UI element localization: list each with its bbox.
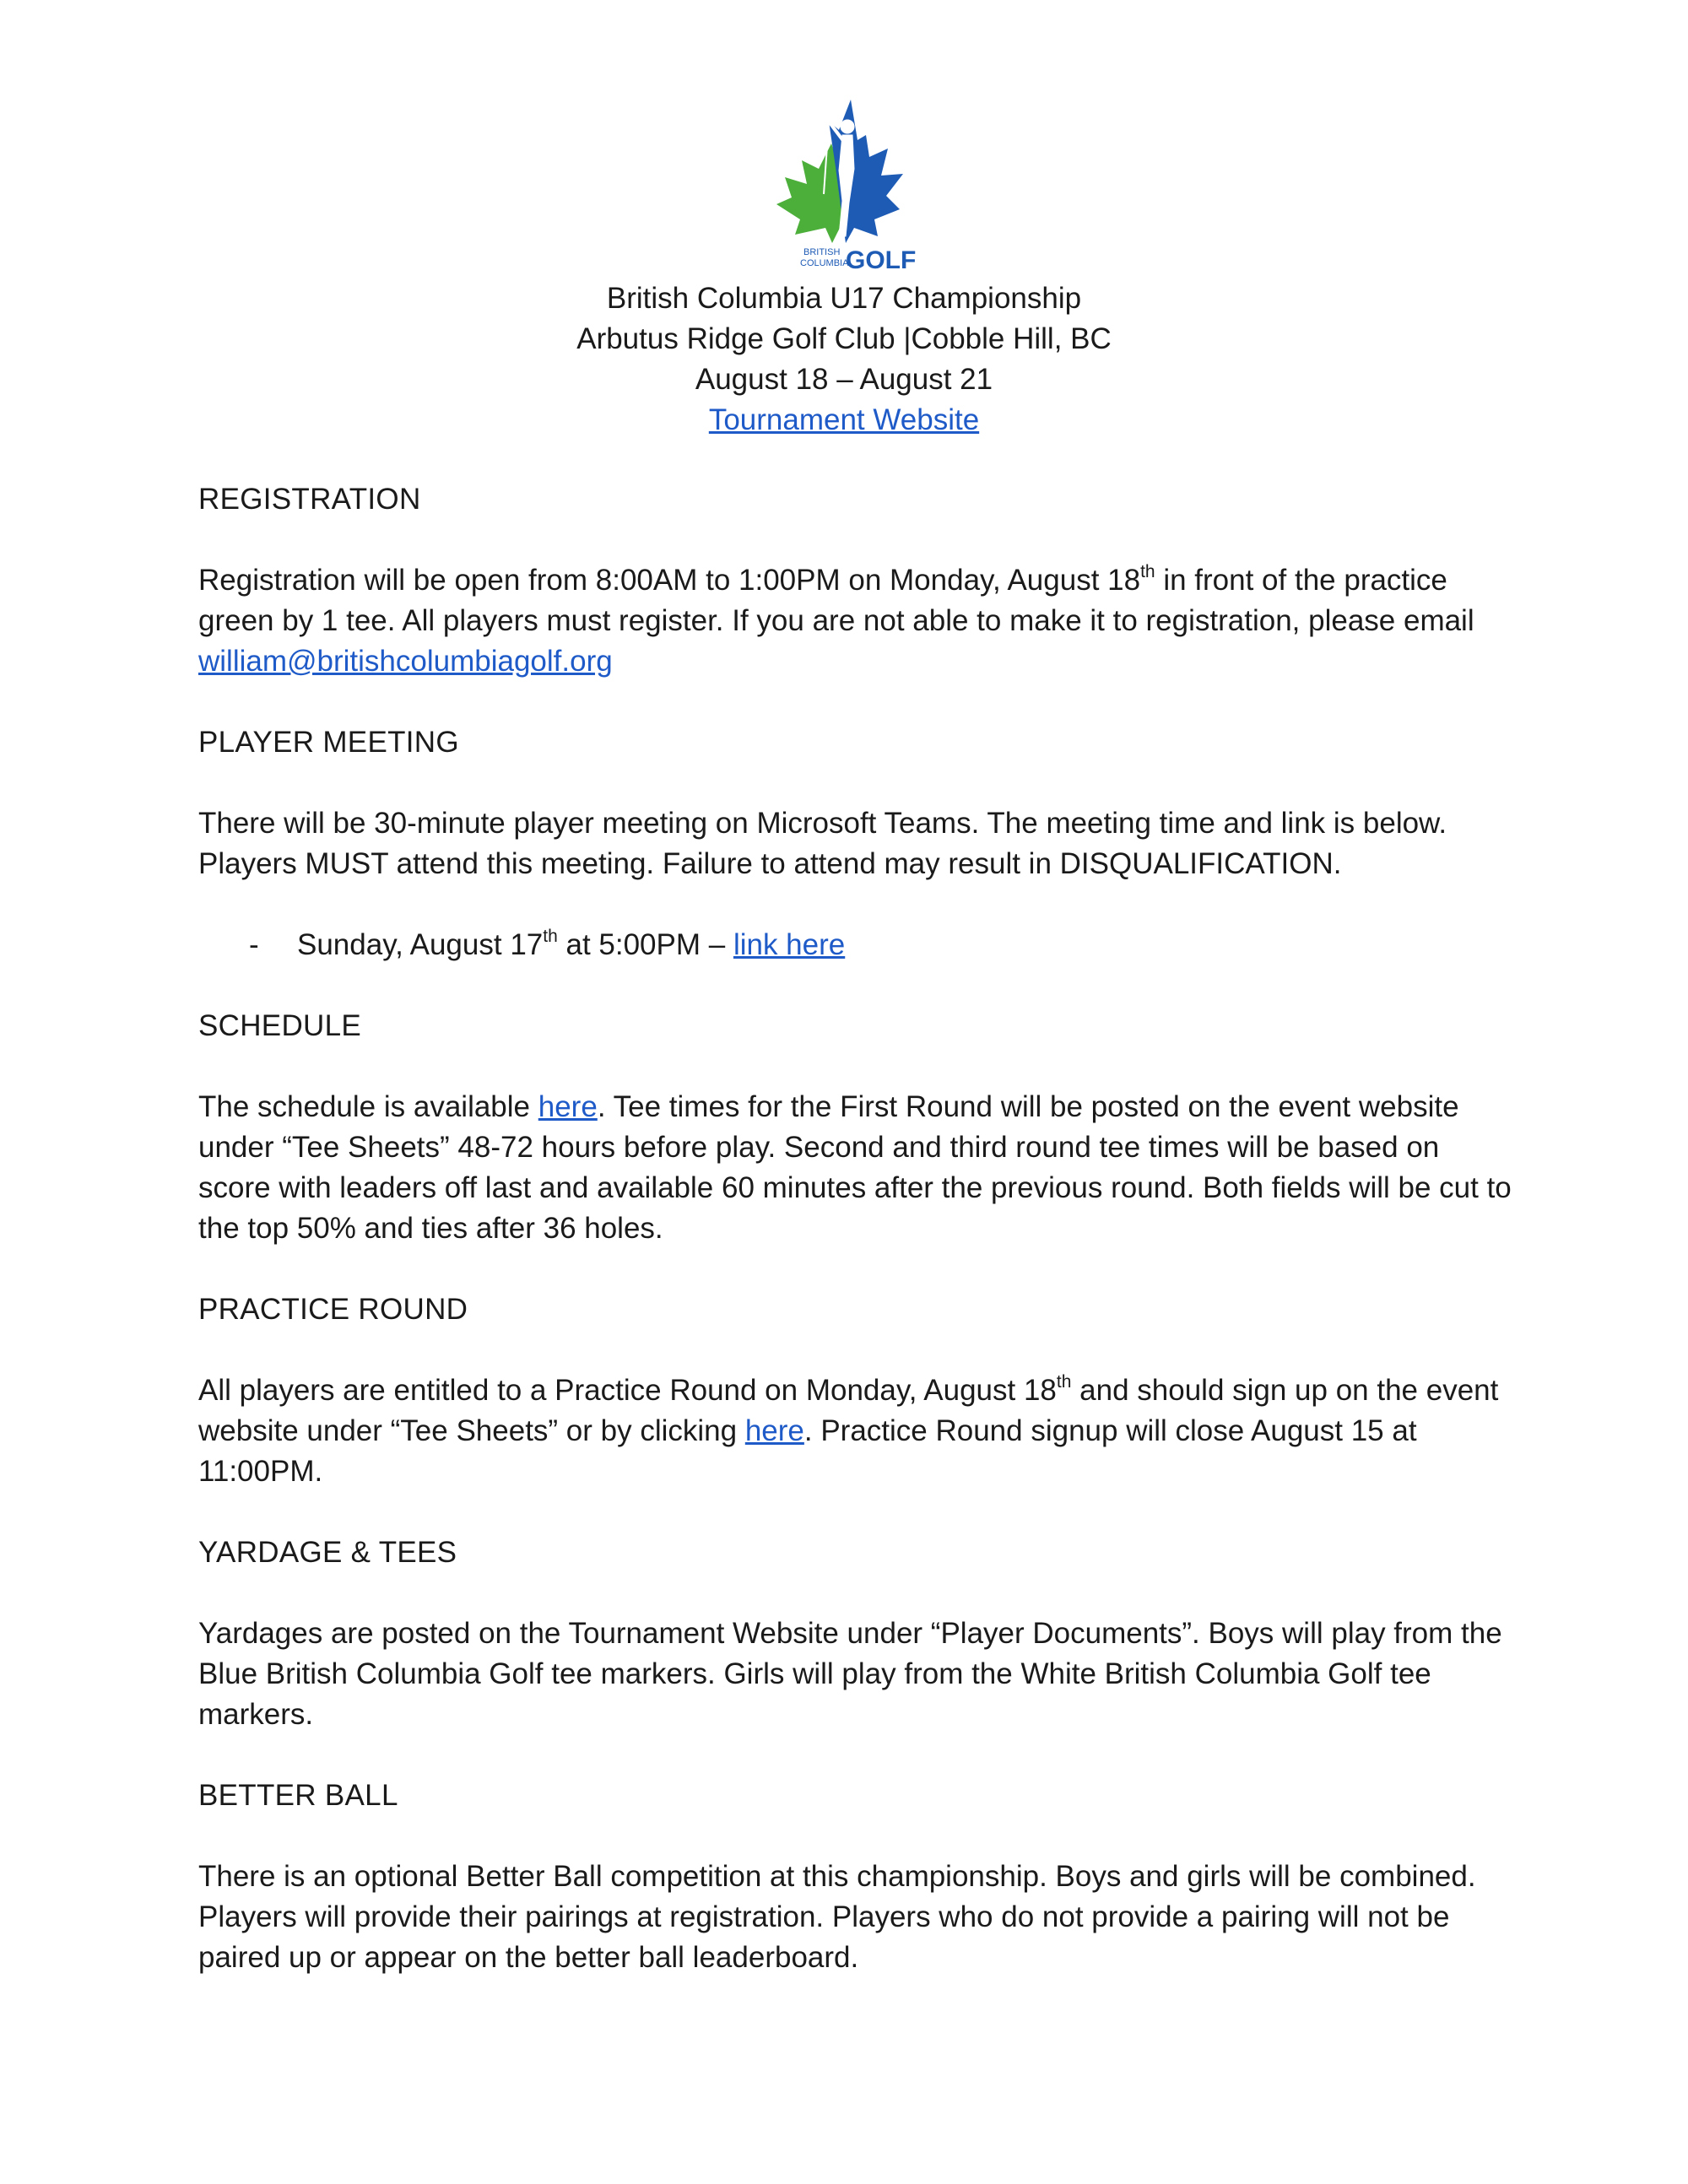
schedule-heading: SCHEDULE bbox=[198, 1009, 362, 1042]
better-ball-text: There is an optional Better Ball competition at this championship. Boys and girls will be combined. Players will provide their pairings at registration. Players who do not provide a pairing will not be paired up or appear on the better ball leaderboard. bbox=[198, 1860, 1476, 1974]
practice-round-text: All players are entitled to a Practice Round on Monday, August 18th and should sign up on the event website under “Tee Sheets” or by clicking here. Practice Round signup will close August 15 at 11:00PM. bbox=[198, 1372, 1499, 1488]
registration-email-link[interactable]: william@britishcolumbiagolf.org bbox=[198, 645, 613, 678]
yardage-heading: YARDAGE & TEES bbox=[198, 1536, 457, 1569]
document-body bbox=[198, 479, 1515, 2019]
dates-line: August 18 – August 21 bbox=[695, 363, 993, 396]
bc-golf-logo bbox=[751, 93, 937, 278]
schedule-text: The schedule is available here. Tee times for the First Round will be posted on the event website under “Tee Sheets” 48-72 hours before play. Second and third round tee times will be based on score with leaders off last and available 60 minutes after the previous round. Both fields will be cut to the top 50% and ties after 36 holes. bbox=[198, 1090, 1512, 1245]
meeting-link[interactable]: link here bbox=[733, 928, 846, 961]
logo-text-columbia: COLUMBIA bbox=[800, 258, 849, 268]
bullet-dash: - bbox=[249, 928, 259, 961]
registration-heading: REGISTRATION bbox=[198, 483, 421, 516]
practice-round-heading: PRACTICE ROUND bbox=[198, 1293, 468, 1326]
championship-title: British Columbia U17 Championship bbox=[606, 282, 1082, 315]
green-maple-leaf-icon bbox=[776, 143, 844, 243]
logo-text-golf: GOLF bbox=[846, 246, 917, 274]
practice-round-signup-link[interactable]: here bbox=[744, 1414, 804, 1447]
better-ball-heading: BETTER BALL bbox=[198, 1779, 398, 1812]
yardage-text: Yardages are posted on the Tournament Website under “Player Documents”. Boys will play from the Blue British Columbia Golf tee markers. Girls will play from the White British Columbia Golf tee markers. bbox=[198, 1617, 1502, 1731]
document-header bbox=[0, 278, 1688, 441]
meeting-bullet-item: - Sunday, August 17th at 5:00PM – link here bbox=[198, 925, 1515, 965]
venue-line: Arbutus Ridge Golf Club |Cobble Hill, BC bbox=[576, 322, 1112, 355]
player-meeting-text: There will be 30-minute player meeting on Microsoft Teams. The meeting time and link is below. Players MUST attend this meeting. Failure to attend may result in DISQUALIFICATION. bbox=[198, 807, 1447, 880]
tournament-website-link[interactable]: Tournament Website bbox=[708, 403, 980, 436]
logo-text-british: BRITISH bbox=[803, 247, 841, 257]
registration-text: Registration will be open from 8:00AM to 1:00PM on Monday, August 18th in front of the practice green by 1 tee. All players must register. If you are not able to make it to registration, please email william@britishcolumbiagolf.org bbox=[198, 562, 1474, 678]
player-meeting-heading: PLAYER MEETING bbox=[198, 726, 459, 759]
schedule-link[interactable]: here bbox=[538, 1090, 598, 1123]
